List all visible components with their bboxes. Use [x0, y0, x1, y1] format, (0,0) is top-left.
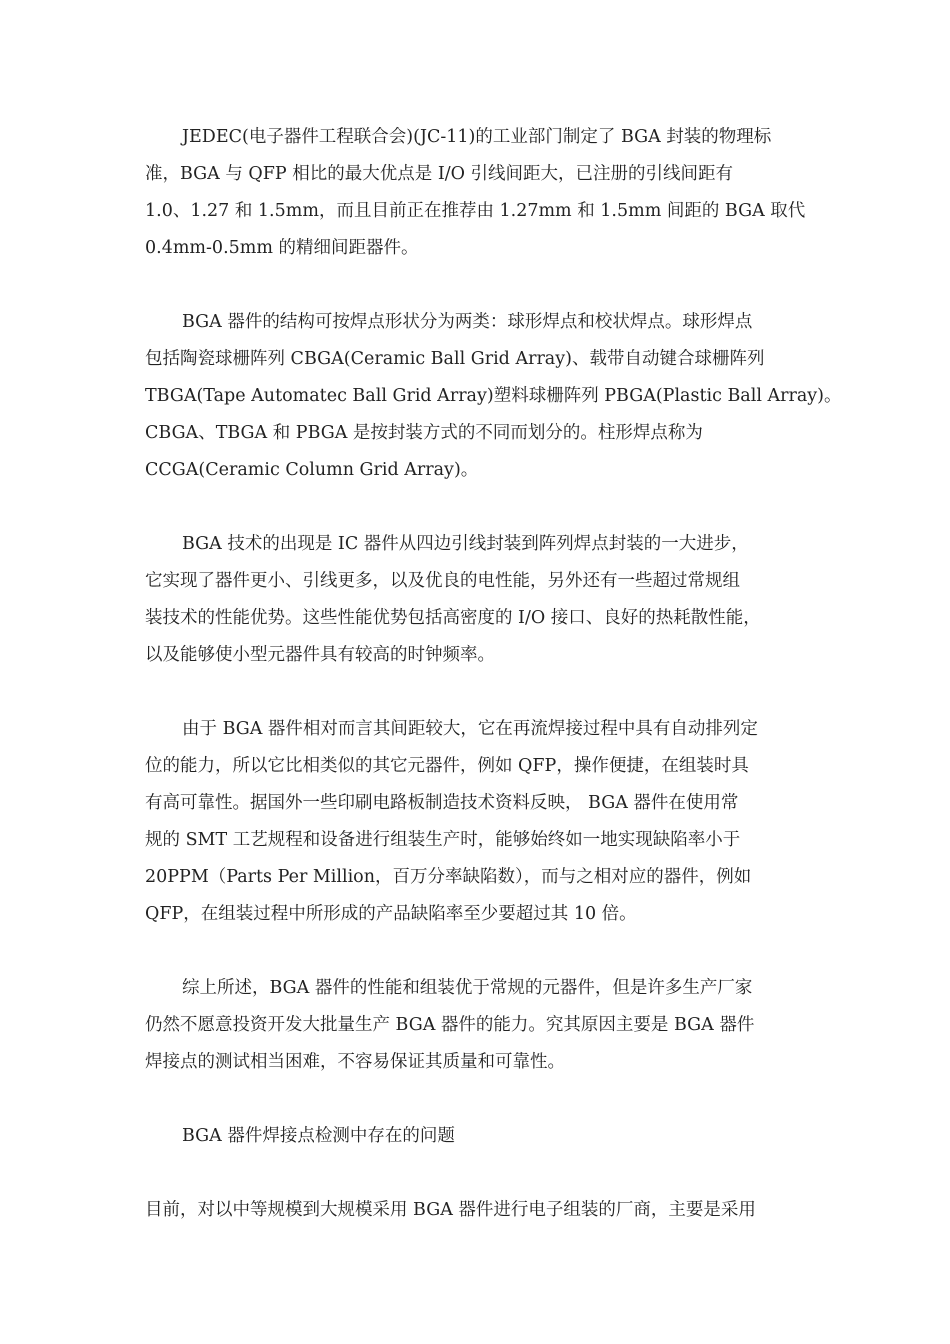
text-line: 焊接点的测试相当困难，不容易保证其质量和可靠性。 — [145, 1052, 565, 1072]
heading-line: BGA 器件焊接点检测中存在的问题 — [182, 1126, 455, 1146]
text-line: TBGA(Tape Automatec Ball Grid Array)塑料球栅阵列 PBGA(Plastic Ball Array)。 — [145, 386, 842, 406]
paragraph-jedec-standard — [145, 119, 810, 267]
paragraph-bga-reliability — [145, 711, 810, 933]
text-line: 装技术的性能优势。这些性能优势包括高密度的 I/O 接口、良好的热耗散性能， — [145, 608, 761, 628]
text-line: CCGA(Ceramic Column Grid Array)。 — [145, 460, 479, 480]
text-line: 由于 BGA 器件相对而言其间距较大，它在再流焊接过程中具有自动排列定 — [182, 719, 758, 739]
text-line: 0.4mm-0.5mm 的精细间距器件。 — [145, 238, 419, 258]
text-line: 20PPM（Parts Per Million，百万分率缺陷数），而与之相对应的器件，例如 — [145, 867, 752, 887]
paragraph-spacer — [145, 489, 810, 526]
paragraph-current-practice — [145, 1192, 810, 1229]
paragraph-bga-structure — [145, 304, 842, 489]
text-line: 目前，对以中等规模到大规模采用 BGA 器件进行电子组装的厂商，主要是采用 — [145, 1200, 756, 1220]
paragraph-bga-advantages — [145, 526, 810, 674]
text-line: 1.0、1.27 和 1.5mm，而且目前正在推荐由 1.27mm 和 1.5mm 间距的 BGA 取代 — [145, 201, 806, 221]
text-line: BGA 技术的出现是 IC 器件从四边引线封装到阵列焊点封装的一大进步， — [182, 534, 749, 554]
text-line: BGA 器件的结构可按焊点形状分为两类：球形焊点和校状焊点。球形焊点 — [182, 312, 753, 332]
text-line: 有高可靠性。据国外一些印刷电路板制造技术资料反映， BGA 器件在使用常 — [145, 793, 739, 813]
paragraph-spacer — [145, 1081, 810, 1118]
text-line: 准，BGA 与 QFP 相比的最大优点是 I/O 引线间距大，已注册的引线间距有 — [145, 164, 734, 184]
text-line: 仍然不愿意投资开发大批量生产 BGA 器件的能力。究其原因主要是 BGA 器件 — [145, 1015, 755, 1035]
text-line: 包括陶瓷球栅阵列 CBGA(Ceramic Ball Grid Array)、载带自动键合球栅阵列 — [145, 349, 765, 369]
document-body — [145, 119, 842, 1229]
section-heading — [145, 1118, 810, 1155]
text-line: 它实现了器件更小、引线更多，以及优良的电性能，另外还有一些超过常规组 — [145, 571, 740, 591]
text-line: JEDEC(电子器件工程联合会)(JC-11)的工业部门制定了 BGA 封装的物理标 — [182, 127, 772, 147]
paragraph-summary — [145, 970, 810, 1081]
text-line: CBGA、TBGA 和 PBGA 是按封装方式的不同而划分的。柱形焊点称为 — [145, 423, 703, 443]
text-line: 以及能够使小型元器件具有较高的时钟频率。 — [145, 645, 495, 665]
text-line: QFP，在组装过程中所形成的产品缺陷率至少要超过其 10 倍。 — [145, 904, 637, 924]
text-line: 位的能力，所以它比相类似的其它元器件，例如 QFP，操作便捷，在组装时具 — [145, 756, 749, 776]
text-line: 规的 SMT 工艺规程和设备进行组装生产时，能够始终如一地实现缺陷率小于 — [145, 830, 741, 850]
paragraph-spacer — [145, 674, 810, 711]
paragraph-spacer — [145, 933, 810, 970]
paragraph-spacer — [145, 267, 810, 304]
text-line: 综上所述，BGA 器件的性能和组装优于常规的元器件，但是许多生产厂家 — [182, 978, 753, 998]
paragraph-spacer — [145, 1155, 810, 1192]
